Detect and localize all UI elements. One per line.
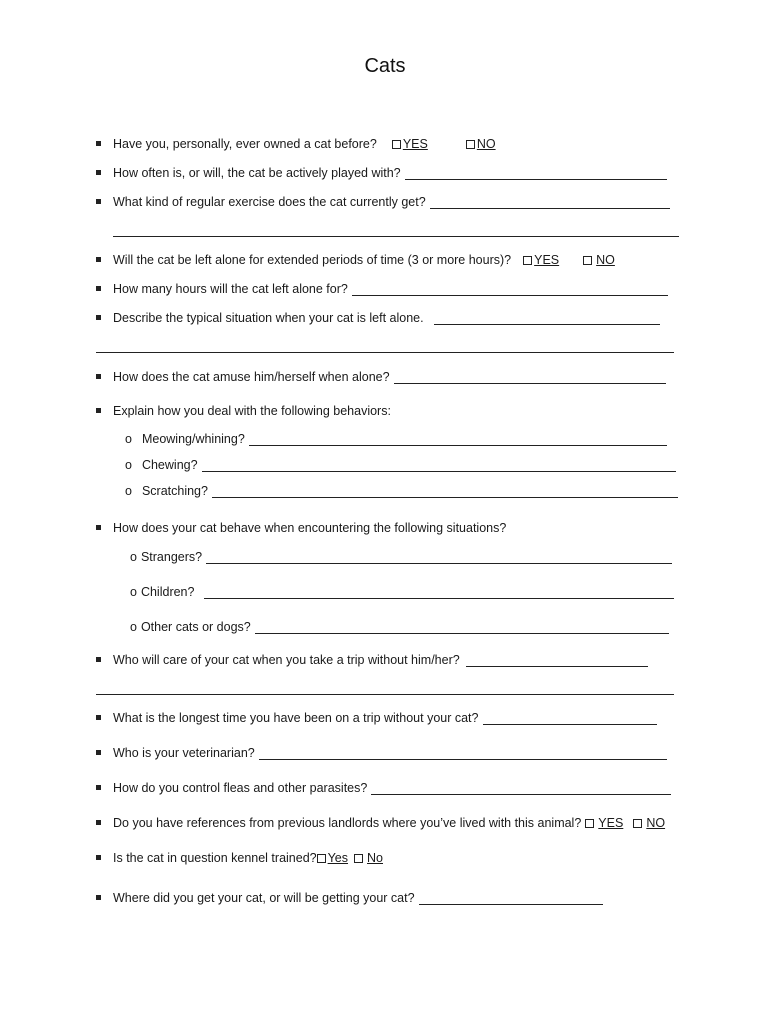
answer-field[interactable] <box>255 621 669 634</box>
answer-field[interactable] <box>483 712 657 725</box>
situation-item <box>130 583 674 599</box>
question-text: Will the cat be left alone for extended periods of time (3 or more hours)? <box>113 253 512 267</box>
no-label: NO <box>476 137 496 151</box>
bullet-icon <box>96 785 101 790</box>
answer-field[interactable] <box>352 283 668 296</box>
question-text: Explain how you deal with the following behaviors: <box>113 404 391 418</box>
question-text: How many hours will the cat left alone for? <box>113 282 348 296</box>
sub-bullet: o <box>125 458 132 472</box>
question-fleas <box>96 779 671 795</box>
no-label: No <box>367 851 383 865</box>
behavior-label: Scratching? <box>141 484 208 498</box>
question-situations <box>96 519 506 535</box>
bullet-icon <box>96 525 101 530</box>
yes-label: Yes <box>327 851 349 865</box>
question-references <box>96 814 665 830</box>
behavior-label: Meowing/whining? <box>141 432 245 446</box>
question-cat-source <box>96 889 603 905</box>
question-situation-alone <box>96 309 660 325</box>
bullet-icon <box>96 315 101 320</box>
yes-label: YES <box>402 137 428 151</box>
answer-field[interactable] <box>204 586 674 599</box>
bullet-icon <box>96 657 101 662</box>
question-text: Do you have references from previous landlords where you’ve lived with this animal? <box>113 816 582 830</box>
question-text: Is the cat in question kennel trained? <box>113 851 317 865</box>
behavior-item <box>125 482 678 498</box>
no-checkbox[interactable] <box>466 140 475 149</box>
bullet-icon <box>96 820 101 825</box>
question-longest-trip <box>96 709 657 725</box>
question-kennel-trained <box>96 849 383 865</box>
answer-field[interactable] <box>206 551 672 564</box>
question-text: What is the longest time you have been on a trip without your cat? <box>113 711 479 725</box>
sub-bullet: o <box>130 550 137 564</box>
yes-label: YES <box>534 253 560 267</box>
sub-bullet: o <box>130 620 137 634</box>
question-text: How does your cat behave when encountering the following situations? <box>113 521 507 535</box>
answer-field-continued[interactable] <box>96 351 674 353</box>
question-text: How does the cat amuse him/herself when alone? <box>113 370 390 384</box>
no-checkbox[interactable] <box>354 854 363 863</box>
answer-field[interactable] <box>259 747 667 760</box>
bullet-icon <box>96 715 101 720</box>
yes-label: YES <box>598 816 624 830</box>
answer-field[interactable] <box>212 485 678 498</box>
question-amuse <box>96 368 666 384</box>
question-left-alone <box>96 251 615 267</box>
question-text: Where did you get your cat, or will be getting your cat? <box>113 891 415 905</box>
bullet-icon <box>96 199 101 204</box>
situation-item <box>130 618 669 634</box>
bullet-icon <box>96 895 101 900</box>
situation-label: Other cats or dogs? <box>140 620 251 634</box>
answer-field-continued[interactable] <box>96 693 674 695</box>
situation-label: Children? <box>140 585 195 599</box>
question-hours-alone <box>96 280 668 296</box>
sub-bullet: o <box>125 484 132 498</box>
question-play-frequency <box>96 164 667 180</box>
no-checkbox[interactable] <box>583 256 592 265</box>
behavior-label: Chewing? <box>141 458 198 472</box>
behavior-item <box>125 456 676 472</box>
question-text: Describe the typical situation when your cat is left alone. <box>113 311 424 325</box>
yes-checkbox[interactable] <box>317 854 326 863</box>
question-text: Who will care of your cat when you take a trip without him/her? <box>113 653 460 667</box>
no-checkbox[interactable] <box>633 819 642 828</box>
question-text: What kind of regular exercise does the cat currently get? <box>113 195 426 209</box>
bullet-icon <box>96 374 101 379</box>
answer-field[interactable] <box>466 654 648 667</box>
situation-item <box>130 548 672 564</box>
no-label: NO <box>646 816 666 830</box>
bullet-icon <box>96 286 101 291</box>
answer-field[interactable] <box>202 459 676 472</box>
answer-field[interactable] <box>419 892 603 905</box>
answer-field-continued[interactable] <box>113 235 679 237</box>
answer-field[interactable] <box>405 167 667 180</box>
bullet-icon <box>96 855 101 860</box>
situation-label: Strangers? <box>140 550 203 564</box>
yes-checkbox[interactable] <box>392 140 401 149</box>
question-behaviors <box>96 402 391 418</box>
bullet-icon <box>96 141 101 146</box>
question-text: How often is, or will, the cat be actively played with? <box>113 166 401 180</box>
bullet-icon <box>96 408 101 413</box>
question-text: How do you control fleas and other parasites? <box>113 781 368 795</box>
sub-bullet: o <box>130 585 137 599</box>
question-veterinarian <box>96 744 667 760</box>
bullet-icon <box>96 750 101 755</box>
no-label: NO <box>596 253 615 267</box>
question-trip-care <box>96 651 648 667</box>
page-title: Cats <box>364 55 406 77</box>
answer-field[interactable] <box>371 782 671 795</box>
answer-field[interactable] <box>434 312 660 325</box>
sub-bullet: o <box>125 432 132 446</box>
yes-checkbox[interactable] <box>523 256 532 265</box>
answer-field[interactable] <box>249 433 667 446</box>
question-text: Have you, personally, ever owned a cat before? <box>113 137 377 151</box>
question-text: Who is your veterinarian? <box>113 746 255 760</box>
yes-checkbox[interactable] <box>585 819 594 828</box>
behavior-item <box>125 430 667 446</box>
answer-field[interactable] <box>430 196 670 209</box>
question-exercise <box>96 193 670 209</box>
question-owned-cat <box>96 135 496 151</box>
bullet-icon <box>96 170 101 175</box>
answer-field[interactable] <box>394 371 666 384</box>
bullet-icon <box>96 257 101 262</box>
